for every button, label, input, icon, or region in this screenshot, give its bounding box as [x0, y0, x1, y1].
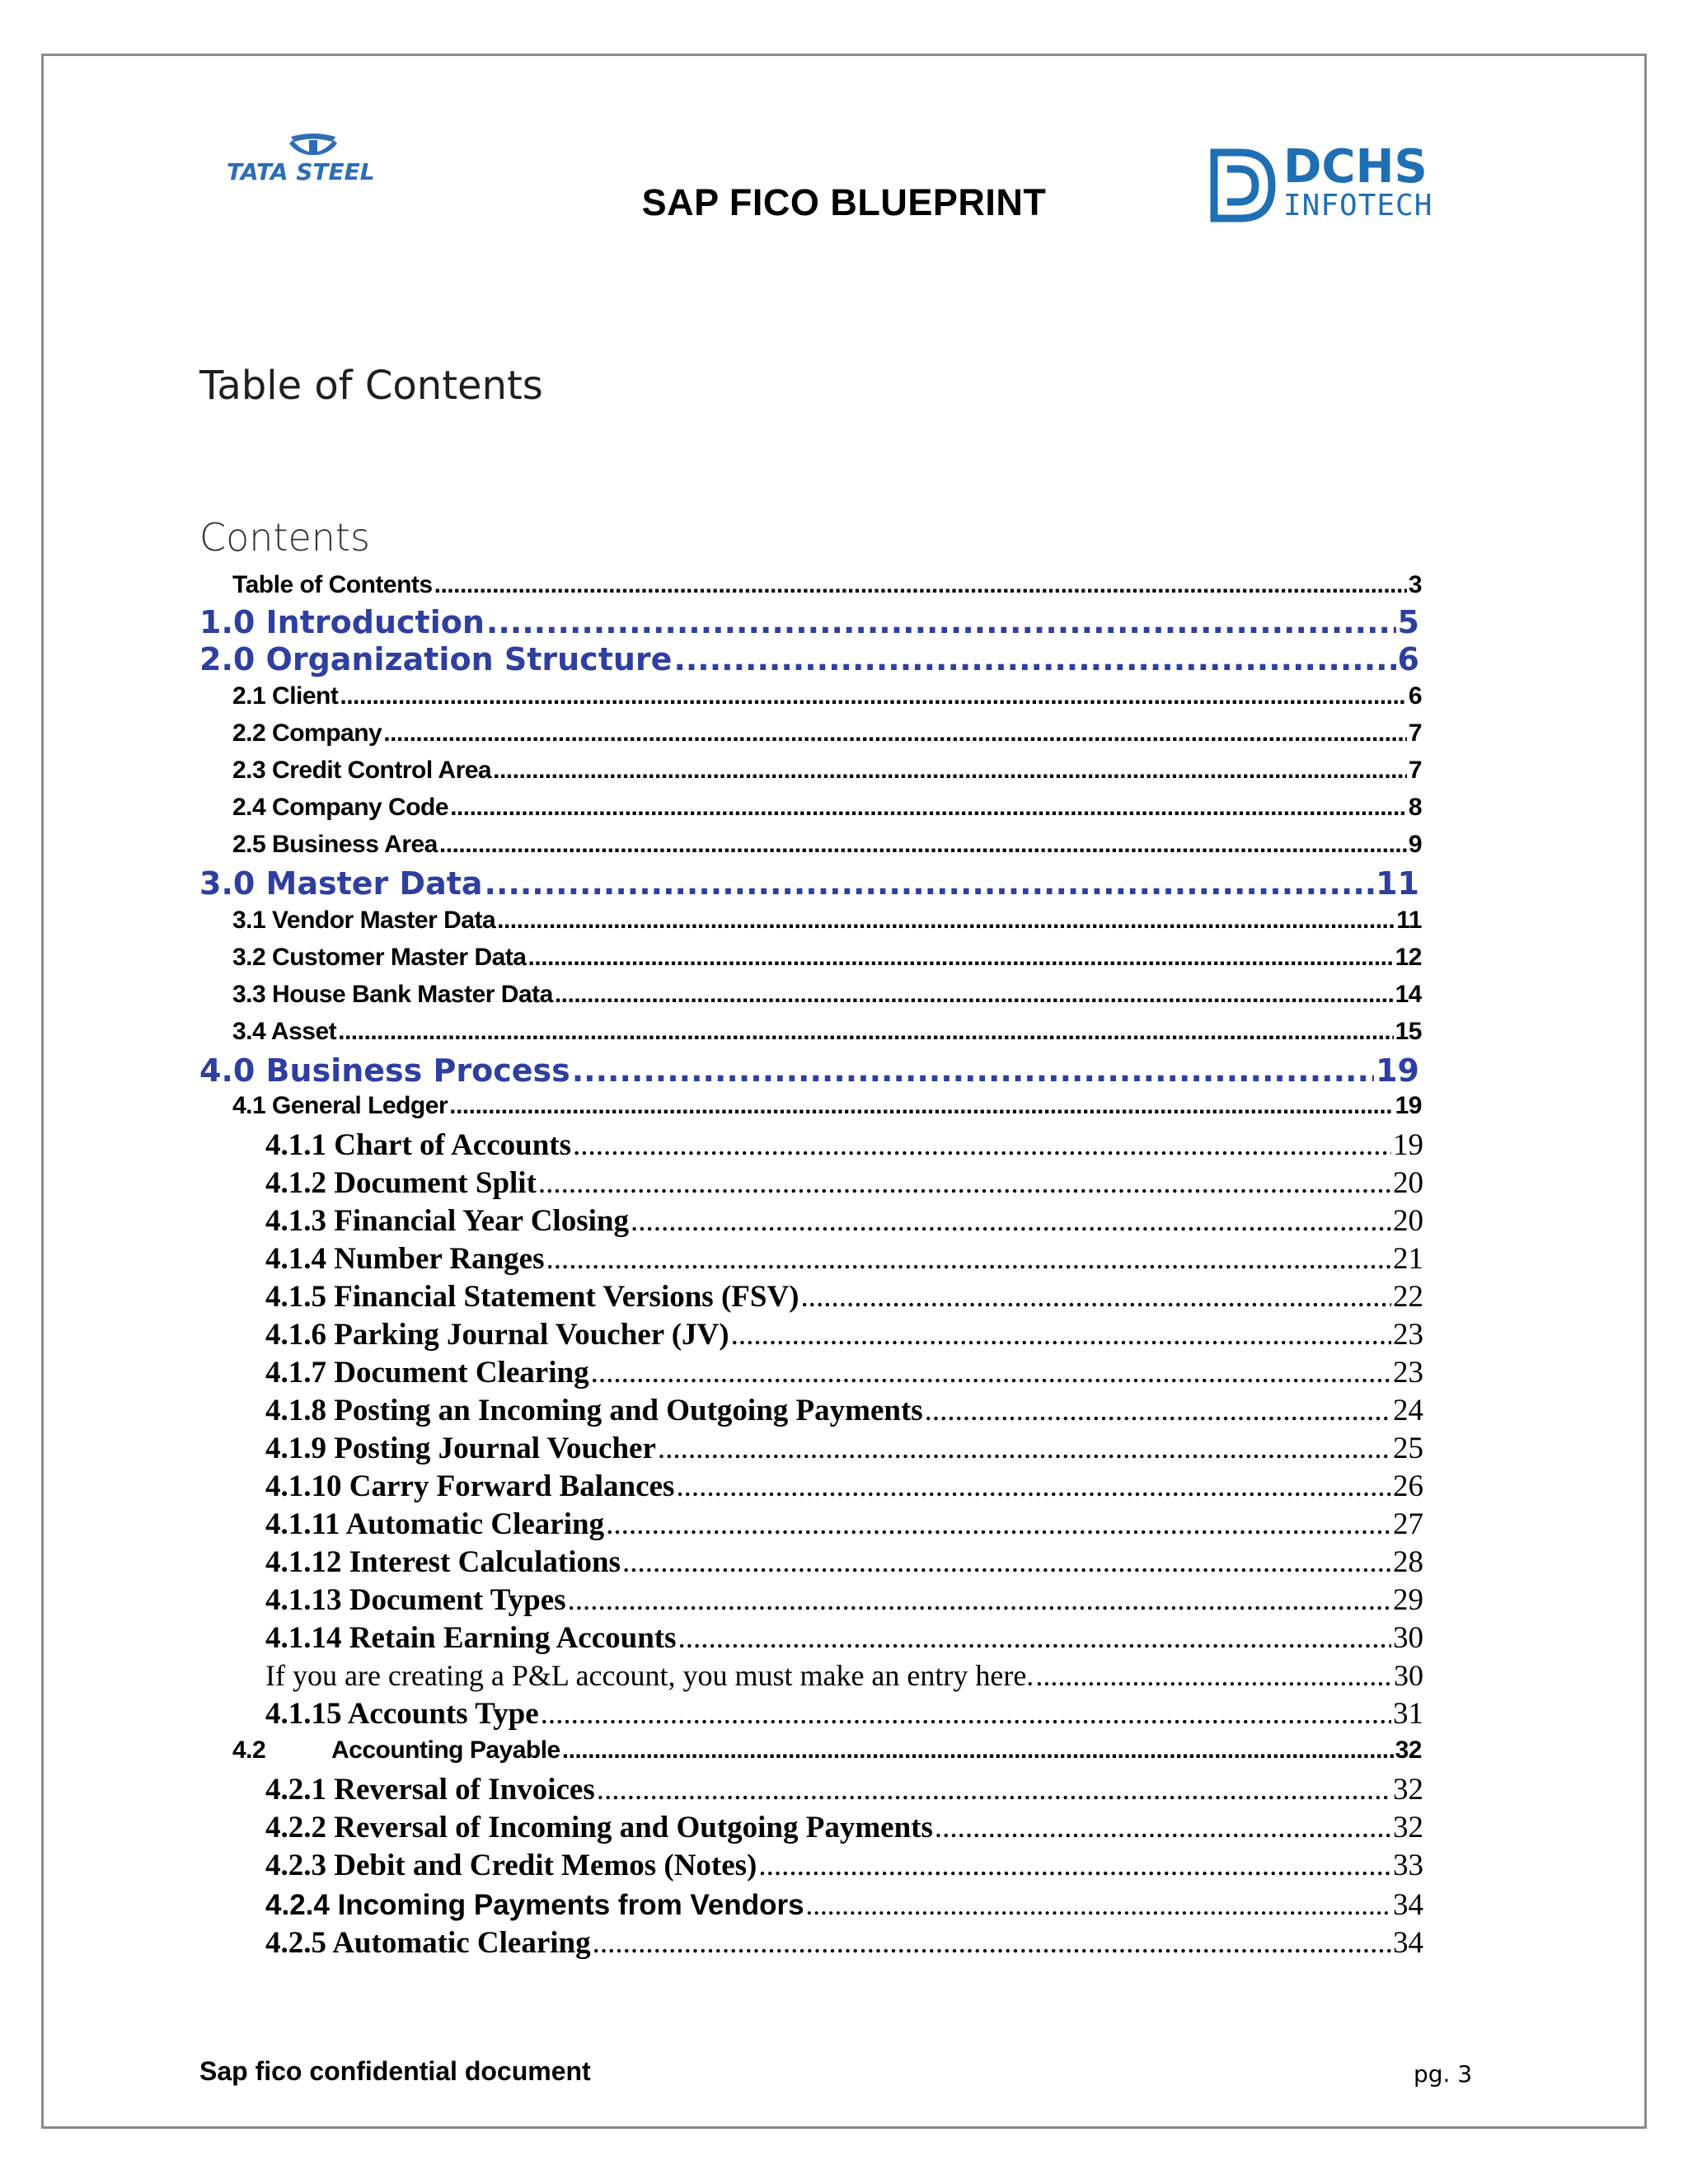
toc-entry[interactable]: 4.2.2 Reversal of Incoming and Outgoing Payments ..... 32	[265, 1810, 1423, 1846]
toc-entry[interactable]: 2.3 Credit Control Area ..... 7	[232, 757, 1422, 788]
svg-text:DCHS: DCHS	[1283, 144, 1428, 194]
toc-entry[interactable]: 4.1.8 Posting an Incoming and Outgoing Payments ..... 24	[265, 1393, 1423, 1429]
toc-entry[interactable]: 4.1.7 Document Clearing ..... 23	[265, 1355, 1423, 1391]
footer-page-number: pg. 3	[1414, 2060, 1473, 2088]
toc-entry[interactable]: 4.1.2 Document Split ..... 20	[265, 1165, 1423, 1202]
toc-entry[interactable]: 4.2.5 Automatic Clearing ..... 34	[265, 1925, 1423, 1961]
toc-entry[interactable]: 3.4 Asset ..... 15	[232, 1018, 1422, 1049]
toc-entry[interactable]: 2.5 Business Area ..... 9	[232, 831, 1422, 862]
toc-entry[interactable]: 1.0 Introduction ..... 5	[199, 604, 1419, 640]
svg-text:TATA STEEL: TATA STEEL	[227, 158, 375, 183]
toc-entry[interactable]: 4.1.5 Financial Statement Versions (FSV) ..... 22	[265, 1279, 1423, 1315]
svg-text:INFOTECH: INFOTECH	[1283, 189, 1433, 223]
contents-heading: Contents	[199, 515, 370, 560]
toc-entry[interactable]: 4.1.12 Interest Calculations ..... 28	[265, 1544, 1423, 1581]
toc-entry[interactable]: 3.2 Customer Master Data ..... 12	[232, 944, 1422, 975]
toc-entry[interactable]: If you are creating a P&L account, you must make an entry here. ..... 30	[265, 1658, 1423, 1694]
document-title: SAP FICO BLUEPRINT	[641, 181, 1047, 223]
toc-entry[interactable]: 4.1.1 Chart of Accounts ..... 19	[265, 1127, 1423, 1164]
toc-entry[interactable]: 4.2 Accounting Payable ..... 32	[232, 1736, 1422, 1768]
toc-entry[interactable]: 4.1.9 Posting Journal Voucher ..... 25	[265, 1431, 1423, 1467]
toc-entry[interactable]: 4.1.10 Carry Forward Balances ..... 26	[265, 1469, 1423, 1505]
toc-entry[interactable]: 4.1.13 Document Types ..... 29	[265, 1582, 1423, 1619]
toc-entry[interactable]: 4.2.4 Incoming Payments from Vendors ..... 34	[265, 1887, 1423, 1924]
toc-entry[interactable]: 4.1.4 Number Ranges ..... 21	[265, 1241, 1423, 1277]
toc-entry[interactable]: 4.1.14 Retain Earning Accounts ..... 30	[265, 1620, 1423, 1657]
toc-heading: Table of Contents	[199, 363, 543, 409]
toc-entry[interactable]: 2.1 Client ..... 6	[232, 682, 1422, 714]
toc-entry[interactable]: 4.2.3 Debit and Credit Memos (Notes) ..... 33	[265, 1848, 1423, 1884]
footer-confidential-note: Sap fico confidential document	[199, 2056, 591, 2086]
toc-entry[interactable]: 4.1.11 Automatic Clearing ..... 27	[265, 1507, 1423, 1543]
toc-entry[interactable]: 4.1 General Ledger ..... 19	[232, 1092, 1422, 1123]
toc-entry[interactable]: 2.0 Organization Structure ..... 6	[199, 641, 1419, 677]
toc-entry[interactable]: 4.2.1 Reversal of Invoices ..... 32	[265, 1772, 1423, 1808]
toc-entry[interactable]: 3.3 House Bank Master Data ..... 14	[232, 981, 1422, 1012]
toc-entry[interactable]: 4.1.3 Financial Year Closing ..... 20	[265, 1203, 1423, 1240]
tata-steel-logo	[227, 132, 453, 183]
toc-entry[interactable]: Table of Contents ..... 3	[232, 571, 1422, 602]
toc-entry[interactable]: 3.0 Master Data ..... 11	[199, 865, 1419, 902]
toc-entry[interactable]: 4.1.15 Accounts Type ..... 31	[265, 1696, 1423, 1732]
toc-entry[interactable]: 3.1 Vendor Master Data ..... 11	[232, 907, 1422, 938]
toc-entry[interactable]: 4.0 Business Process ..... 19	[199, 1052, 1419, 1089]
toc-entry[interactable]: 4.1.6 Parking Journal Voucher (JV) ..... 23	[265, 1317, 1423, 1353]
toc-entry[interactable]: 2.2 Company ..... 7	[232, 719, 1422, 751]
toc-entry[interactable]: 2.4 Company Code ..... 8	[232, 794, 1422, 825]
